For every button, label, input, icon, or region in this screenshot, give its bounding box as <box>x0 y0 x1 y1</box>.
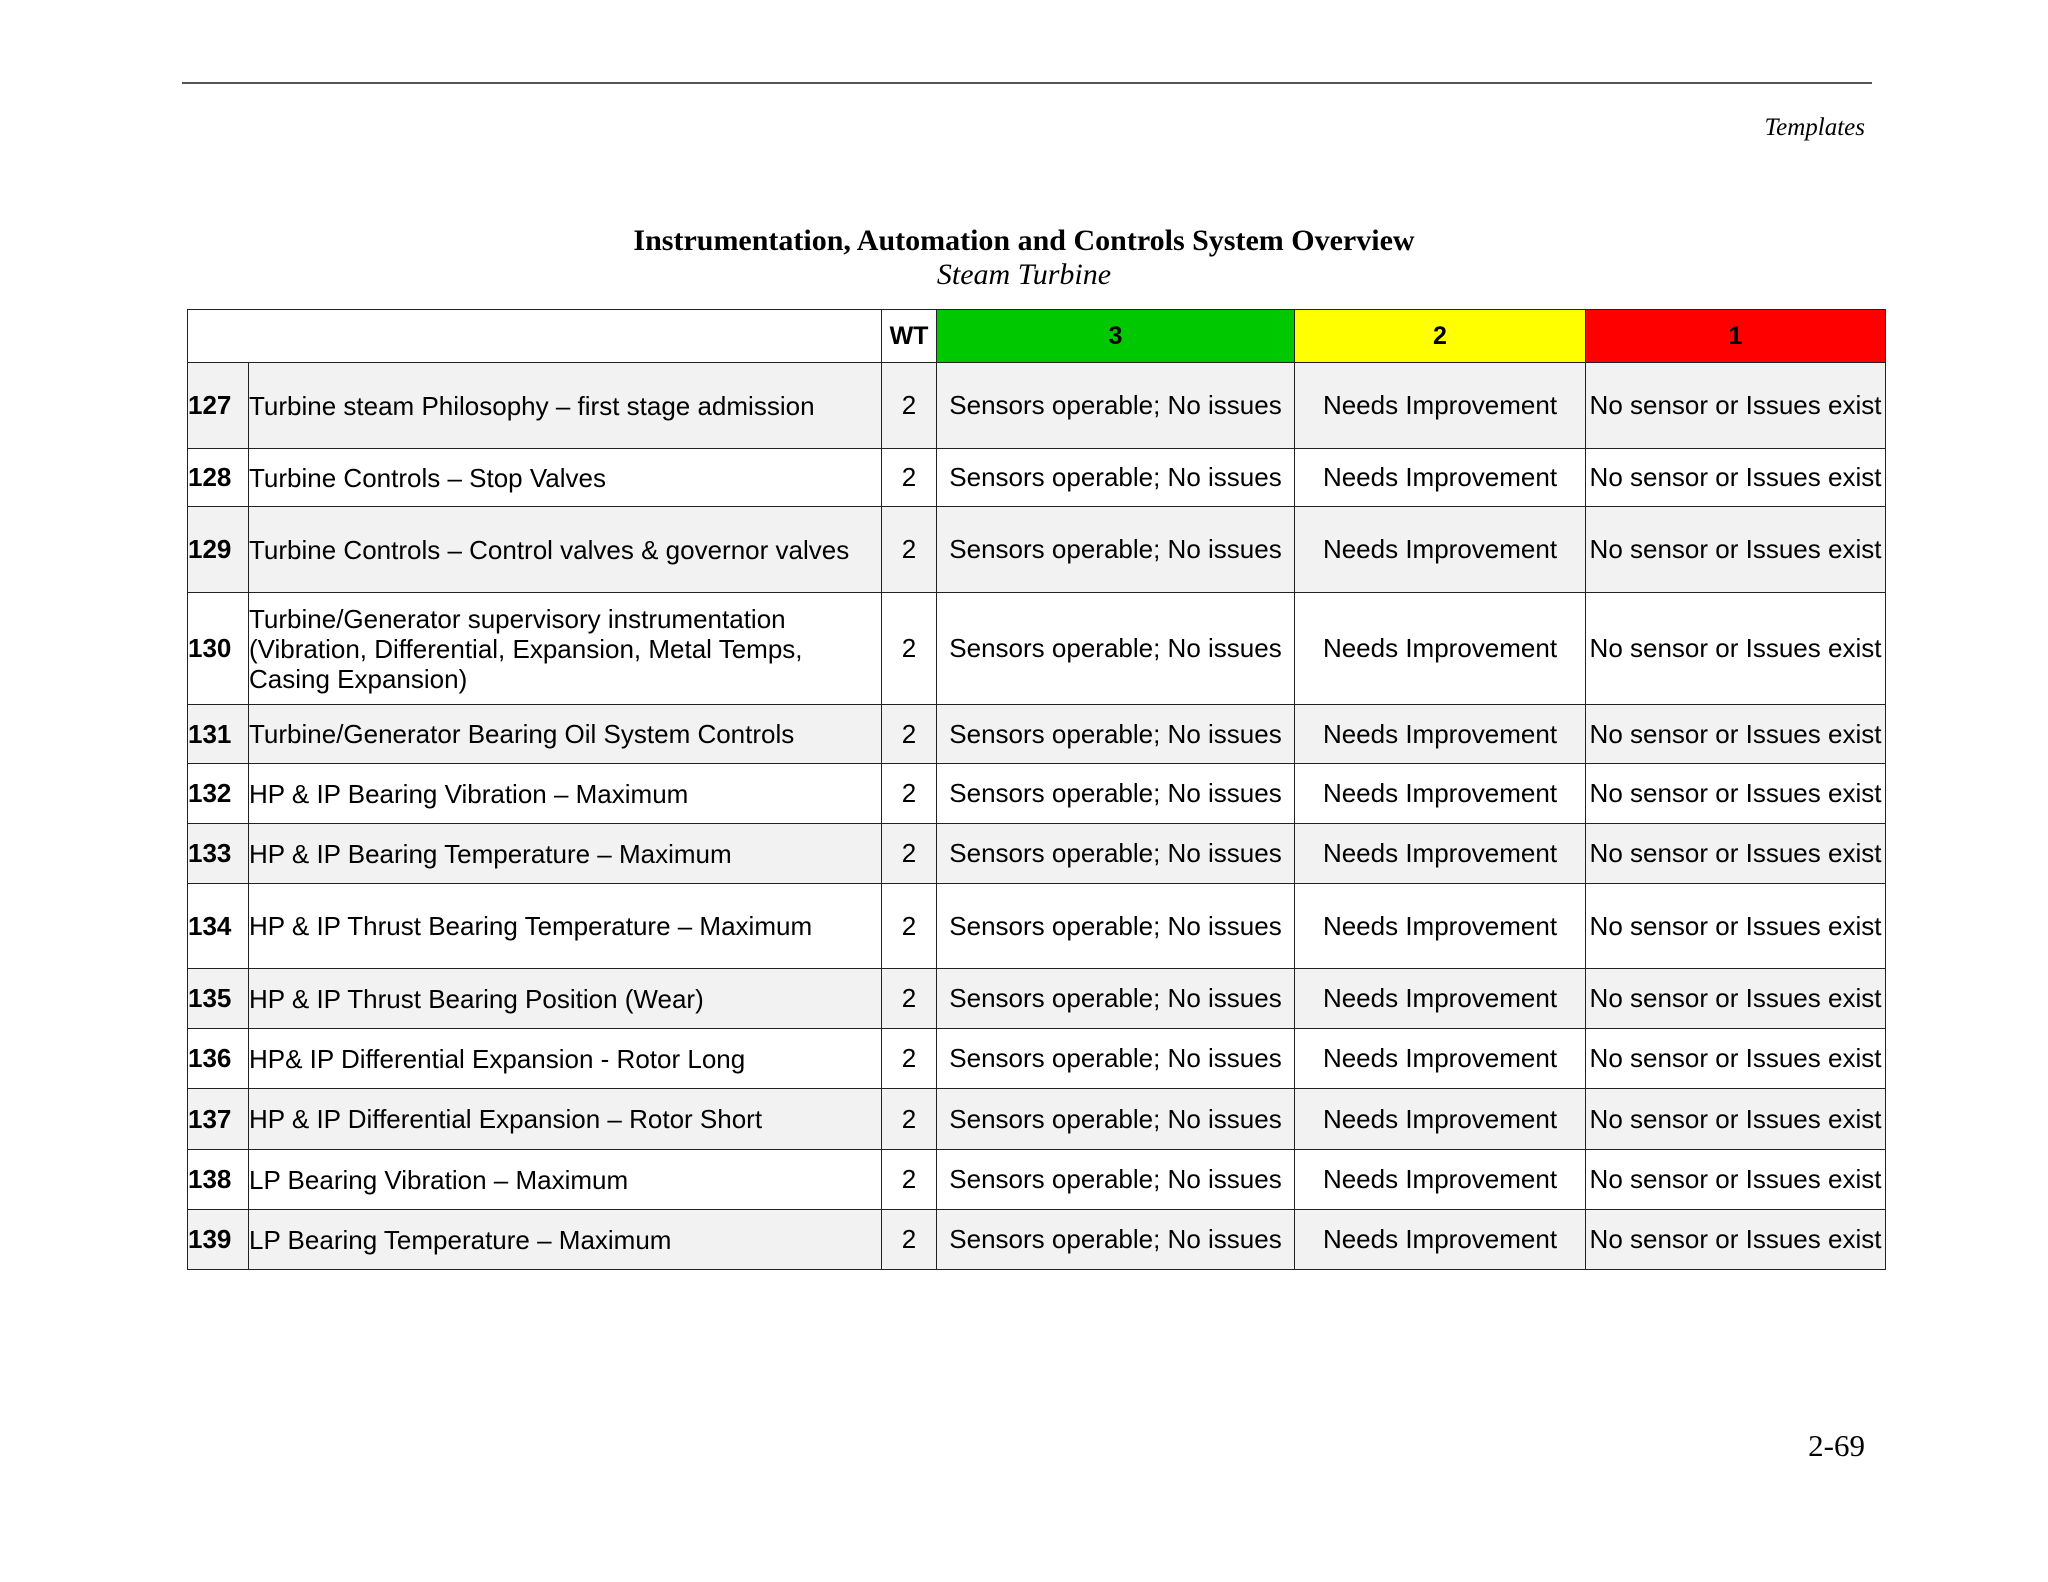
row-score-2: Needs Improvement <box>1295 824 1586 884</box>
row-weight: 2 <box>882 969 937 1029</box>
row-weight: 2 <box>882 705 937 764</box>
page-title: Instrumentation, Automation and Controls System Overview <box>633 224 1415 257</box>
row-weight: 2 <box>882 507 937 593</box>
table-row <box>188 1210 1886 1270</box>
row-weight: 2 <box>882 1210 937 1270</box>
header-score-3: 3 <box>937 310 1295 363</box>
row-score-2: Needs Improvement <box>1295 363 1586 449</box>
row-score-1: No sensor or Issues exist <box>1586 969 1886 1029</box>
row-number: 137 <box>188 1089 249 1150</box>
row-score-1: No sensor or Issues exist <box>1586 884 1886 969</box>
row-number: 127 <box>188 363 249 449</box>
row-score-3: Sensors operable; No issues <box>937 507 1295 593</box>
row-score-2: Needs Improvement <box>1295 1029 1586 1089</box>
row-description: HP & IP Thrust Bearing Temperature – Maximum <box>249 884 882 969</box>
row-weight: 2 <box>882 593 937 705</box>
table-row <box>188 507 1886 593</box>
header-score-1: 1 <box>1586 310 1886 363</box>
row-score-1: No sensor or Issues exist <box>1586 363 1886 449</box>
row-score-1: No sensor or Issues exist <box>1586 705 1886 764</box>
row-number: 133 <box>188 824 249 884</box>
row-score-3: Sensors operable; No issues <box>937 824 1295 884</box>
row-weight: 2 <box>882 449 937 507</box>
row-score-1: No sensor or Issues exist <box>1586 1210 1886 1270</box>
row-description: Turbine/Generator Bearing Oil System Controls <box>249 705 882 764</box>
table-row <box>188 705 1886 764</box>
row-number: 136 <box>188 1029 249 1089</box>
page-number: 2-69 <box>1808 1428 1865 1463</box>
row-score-1: No sensor or Issues exist <box>1586 764 1886 824</box>
row-description: LP Bearing Temperature – Maximum <box>249 1210 882 1270</box>
row-score-3: Sensors operable; No issues <box>937 1029 1295 1089</box>
table-header-row <box>188 310 1886 363</box>
running-header: Templates <box>1764 114 1865 141</box>
row-score-1: No sensor or Issues exist <box>1586 1029 1886 1089</box>
row-score-1: No sensor or Issues exist <box>1586 1089 1886 1150</box>
overview-table <box>187 309 1886 1270</box>
row-description: HP& IP Differential Expansion - Rotor Long <box>249 1029 882 1089</box>
row-number: 139 <box>188 1210 249 1270</box>
row-score-2: Needs Improvement <box>1295 1210 1586 1270</box>
row-score-3: Sensors operable; No issues <box>937 884 1295 969</box>
table-row <box>188 1029 1886 1089</box>
row-score-3: Sensors operable; No issues <box>937 705 1295 764</box>
row-score-3: Sensors operable; No issues <box>937 1210 1295 1270</box>
row-score-2: Needs Improvement <box>1295 884 1586 969</box>
row-score-2: Needs Improvement <box>1295 507 1586 593</box>
row-description: HP & IP Differential Expansion – Rotor Short <box>249 1089 882 1150</box>
row-score-2: Needs Improvement <box>1295 1150 1586 1210</box>
row-number: 138 <box>188 1150 249 1210</box>
row-number: 135 <box>188 969 249 1029</box>
row-score-2: Needs Improvement <box>1295 449 1586 507</box>
page-subtitle: Steam Turbine <box>936 258 1112 291</box>
row-score-3: Sensors operable; No issues <box>937 363 1295 449</box>
row-description: Turbine Controls – Stop Valves <box>249 449 882 507</box>
row-number: 129 <box>188 507 249 593</box>
row-description: HP & IP Bearing Vibration – Maximum <box>249 764 882 824</box>
row-weight: 2 <box>882 363 937 449</box>
row-score-2: Needs Improvement <box>1295 593 1586 705</box>
header-blank-cell <box>188 310 882 363</box>
row-number: 134 <box>188 884 249 969</box>
row-score-1: No sensor or Issues exist <box>1586 449 1886 507</box>
row-score-3: Sensors operable; No issues <box>937 1089 1295 1150</box>
row-number: 131 <box>188 705 249 764</box>
row-number: 128 <box>188 449 249 507</box>
row-number: 130 <box>188 593 249 705</box>
row-score-2: Needs Improvement <box>1295 1089 1586 1150</box>
row-description: Turbine Controls – Control valves & governor valves <box>249 507 882 593</box>
header-score-2: 2 <box>1295 310 1586 363</box>
row-weight: 2 <box>882 1029 937 1089</box>
row-description: Turbine steam Philosophy – first stage admission <box>249 363 882 449</box>
row-weight: 2 <box>882 764 937 824</box>
row-description: LP Bearing Vibration – Maximum <box>249 1150 882 1210</box>
table-row <box>188 449 1886 507</box>
row-score-3: Sensors operable; No issues <box>937 593 1295 705</box>
table-row <box>188 764 1886 824</box>
row-score-3: Sensors operable; No issues <box>937 449 1295 507</box>
row-weight: 2 <box>882 824 937 884</box>
table-row <box>188 1150 1886 1210</box>
row-weight: 2 <box>882 884 937 969</box>
row-score-1: No sensor or Issues exist <box>1586 1150 1886 1210</box>
row-weight: 2 <box>882 1089 937 1150</box>
row-score-1: No sensor or Issues exist <box>1586 507 1886 593</box>
row-score-1: No sensor or Issues exist <box>1586 824 1886 884</box>
row-description: HP & IP Bearing Temperature – Maximum <box>249 824 882 884</box>
row-description: HP & IP Thrust Bearing Position (Wear) <box>249 969 882 1029</box>
header-rule <box>182 82 1872 84</box>
row-score-2: Needs Improvement <box>1295 969 1586 1029</box>
row-score-2: Needs Improvement <box>1295 764 1586 824</box>
row-description: Turbine/Generator supervisory instrumentation (Vibration, Differential, Expansion, Metal Temps, Casing Expansion) <box>249 593 882 705</box>
row-score-1: No sensor or Issues exist <box>1586 593 1886 705</box>
table-row <box>188 884 1886 969</box>
row-score-3: Sensors operable; No issues <box>937 969 1295 1029</box>
table-row <box>188 969 1886 1029</box>
table-row <box>188 824 1886 884</box>
table-row <box>188 1089 1886 1150</box>
row-score-2: Needs Improvement <box>1295 705 1586 764</box>
table-row <box>188 593 1886 705</box>
row-score-3: Sensors operable; No issues <box>937 764 1295 824</box>
row-weight: 2 <box>882 1150 937 1210</box>
table-row <box>188 363 1886 449</box>
row-score-3: Sensors operable; No issues <box>937 1150 1295 1210</box>
row-number: 132 <box>188 764 249 824</box>
header-wt: WT <box>882 310 937 363</box>
